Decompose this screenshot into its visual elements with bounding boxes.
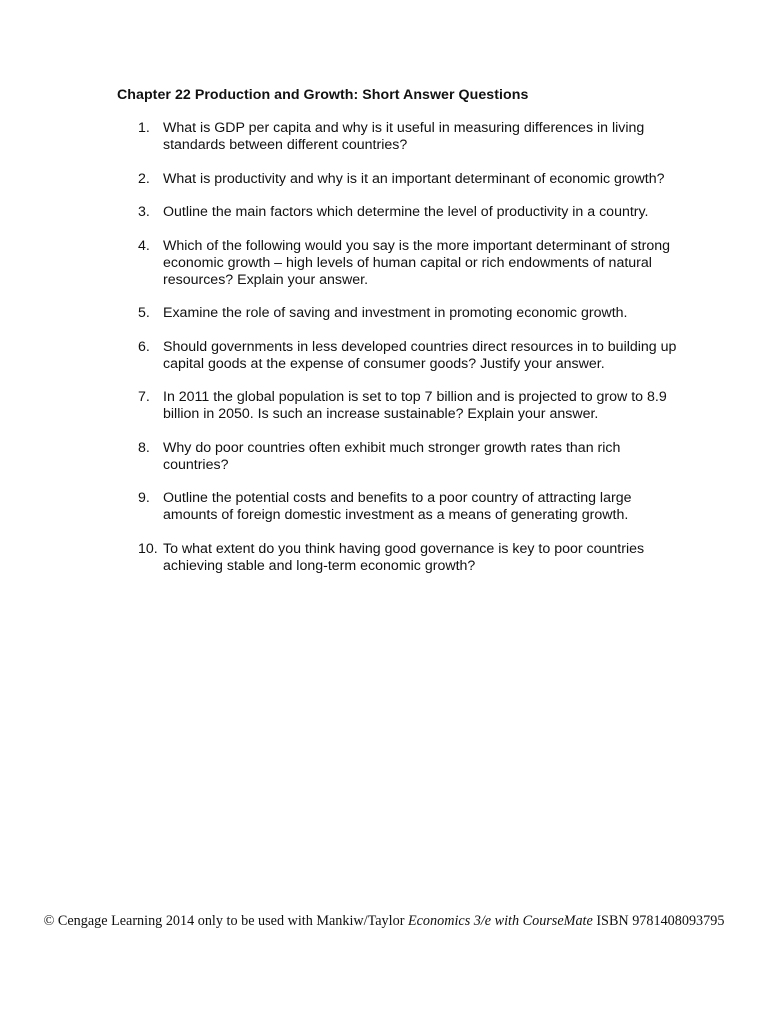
question-item — [117, 490, 677, 524]
question-item — [117, 204, 677, 221]
question-number — [117, 204, 163, 221]
question-number — [117, 339, 163, 373]
question-number — [117, 305, 163, 322]
question-number-label: 1. — [138, 120, 150, 136]
question-number-label: 3. — [138, 204, 150, 220]
question-number-label: 8. — [138, 439, 150, 456]
copyright-footer — [0, 912, 768, 930]
question-text: Examine the role of saving and investment in promoting economic growth. — [163, 305, 628, 321]
question-text: Outline the potential costs and benefits to a poor country of attracting large amounts of foreign domestic investment as a means of generating growth. — [163, 490, 632, 523]
page-title: Chapter 22 Production and Growth: Short Answer Questions — [117, 87, 529, 103]
question-text: What is productivity and why is it an important determinant of economic growth? — [163, 170, 665, 187]
question-number-label: 5. — [138, 305, 150, 321]
question-number — [117, 238, 163, 289]
question-number — [117, 541, 163, 575]
question-item — [117, 339, 677, 373]
question-number — [117, 490, 163, 524]
question-item — [117, 389, 677, 423]
question-number-label: 10. — [138, 540, 158, 557]
question-item — [117, 238, 677, 289]
question-item — [117, 541, 677, 575]
question-number-label: 2. — [138, 170, 150, 187]
question-item — [117, 120, 677, 154]
question-text: Outline the main factors which determine the level of productivity in a country. — [163, 204, 649, 220]
question-item — [117, 305, 677, 322]
question-number-label: 6. — [138, 338, 150, 355]
question-number — [117, 440, 163, 474]
footer-isbn: 9781408093795 — [632, 913, 725, 929]
question-text: To what extent do you think having good governance is key to poor countries achieving stable and long-term economic growth? — [163, 540, 645, 574]
footer-book-title: Economics 3/e with CourseMate — [407, 913, 593, 929]
question-list — [117, 120, 677, 591]
question-number-label: 9. — [138, 490, 150, 506]
footer-isbn-label: ISBN — [592, 913, 633, 929]
question-item — [117, 171, 677, 188]
question-number-label: 7. — [138, 389, 150, 405]
question-text: Which of the following would you say is the more important determinant of strong economic growth – high levels of human capital or rich endowments of natural resources? Explain your answer. — [163, 237, 671, 288]
question-item — [117, 440, 677, 474]
question-number — [117, 120, 163, 154]
question-text: What is GDP per capita and why is it useful in measuring differences in living standards between different countries? — [163, 120, 645, 153]
question-text: Why do poor countries often exhibit much stronger growth rates than rich countries? — [163, 439, 621, 473]
question-text: Should governments in less developed countries direct resources in to building up capital goods at the expense of consumer goods? Justify your answer. — [163, 338, 677, 372]
footer-prefix: © Cengage Learning 2014 only to be used with Mankiw/Taylor — [43, 913, 408, 929]
question-number — [117, 171, 163, 188]
question-number-label: 4. — [138, 237, 150, 254]
question-number — [117, 389, 163, 423]
question-text: In 2011 the global population is set to top 7 billion and is projected to grow to 8.9 billion in 2050. Is such an increase sustainable? Explain your answer. — [163, 389, 667, 422]
